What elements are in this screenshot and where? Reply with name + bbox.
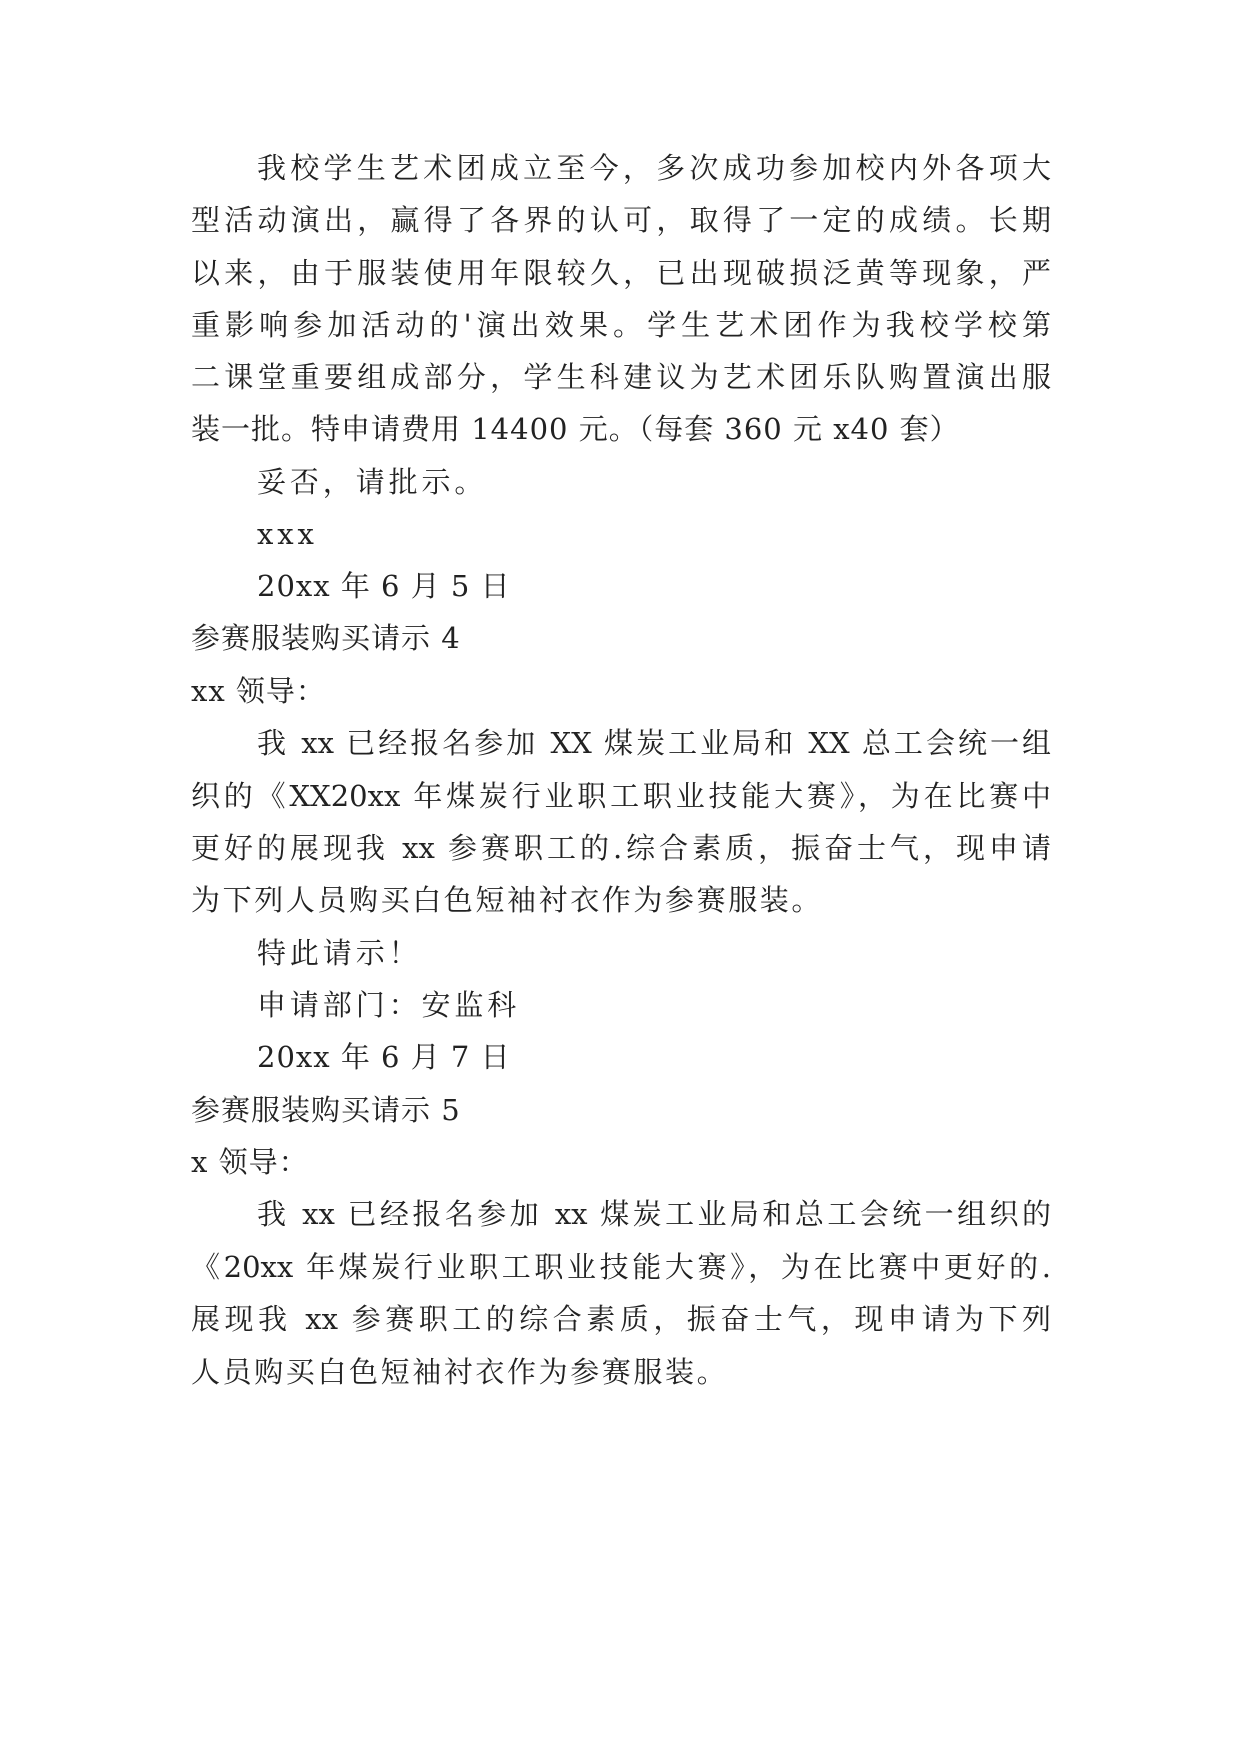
body-line: 展现我 xx 参赛职工的综合素质，振奋士气，现申请为下列 [191,1302,1051,1336]
body-line: 二课堂重要组成部分，学生科建议为艺术团乐队购置演出服 [191,360,1051,394]
signer-line: xxx [257,517,318,551]
body-line: 更好的展现我 xx 参赛职工的.综合素质，振奋士气，现申请 [191,831,1051,865]
date-line: 20xx 年 6 月 5 日 [257,569,511,603]
body-line: 人员购买白色短袖衬衣作为参赛服装。 [191,1355,729,1389]
closing-line: 妥否，请批示。 [257,465,488,499]
body-line: 装一批。特申请费用 14400 元。（每套 360 元 x40 套） [191,412,960,446]
body-line: 重影响参加活动的'演出效果。学生艺术团作为我校学校第 [191,308,1051,342]
body-line: 我 xx 已经报名参加 XX 煤炭工业局和 XX 总工会统一组 [257,726,1051,760]
body-line: 以来，由于服装使用年限较久，已出现破损泛黄等现象，严 [191,256,1051,290]
department-line: 申请部门：安监科 [257,988,521,1022]
section-title: 参赛服装购买请示 5 [191,1093,461,1127]
body-line: 为下列人员购买白色短袖衬衣作为参赛服装。 [191,883,824,917]
body-line: 我 xx 已经报名参加 xx 煤炭工业局和总工会统一组织的 [257,1197,1051,1231]
salutation: xx 领导： [191,674,326,708]
body-line: 《20xx 年煤炭行业职工职业技能大赛》，为在比赛中更好的. [191,1250,1051,1284]
body-line: 型活动演出，赢得了各界的认可，取得了一定的成绩。长期 [191,203,1051,237]
body-line: 织的《XX20xx 年煤炭行业职工职业技能大赛》，为在比赛中 [191,779,1051,813]
date-line: 20xx 年 6 月 7 日 [257,1040,511,1074]
salutation: x 领导： [191,1145,309,1179]
body-line: 我校学生艺术团成立至今，多次成功参加校内外各项大 [257,151,1051,185]
closing-line: 特此请示！ [257,936,422,970]
section-title: 参赛服装购买请示 4 [191,621,461,655]
